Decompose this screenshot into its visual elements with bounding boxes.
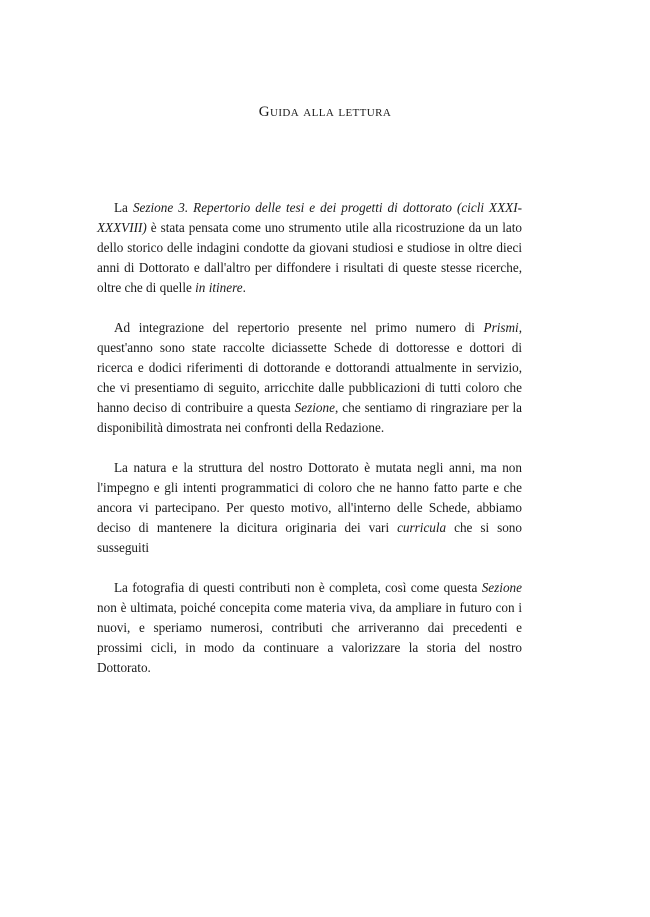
text-run: , che sentiamo di ringraziare per la disponibilità dimostrata nei confronti della Redazione.: [97, 400, 522, 435]
paragraph: [97, 578, 522, 678]
text-run: , quest'anno sono state raccolte diciassette Schede di dottoresse e dottori di ricerca e dodici riferimenti di dottorande e dottorandi attualmente in servizio, che vi presentiamo di seguito, arricchite dalle pubblicazioni di tutti coloro che hanno deciso di contribuire a questa: [97, 320, 522, 415]
paragraph: [97, 318, 522, 438]
text-run: La: [114, 200, 133, 215]
text-run: è stata pensata come uno strumento utile alla ricostruzione da un lato dello storico delle indagini condotte da giovani studiosi e studiose in oltre dieci anni di Dottorato e dall'altro per diffondere i risultati di queste stesse ricerche, oltre che di quelle: [97, 220, 522, 295]
text-run: .: [242, 280, 246, 295]
paragraph: [97, 198, 522, 298]
italic-text-run: in itinere: [195, 280, 243, 295]
page-title: Guida alla lettura: [258, 104, 392, 120]
italic-text-run: Sezione 3. Repertorio delle tesi e dei progetti di dottorato (cicli XXXI-XXXVIII): [97, 200, 522, 235]
text-run: La fotografia di questi contributi non è completa, così come questa: [114, 580, 482, 595]
italic-text-run: Prismi: [483, 320, 519, 335]
paragraph: [97, 458, 522, 558]
italic-text-run: curricula: [397, 520, 447, 535]
italic-text-run: Sezione: [294, 400, 335, 415]
text-run: che si sono susseguiti: [97, 520, 522, 555]
text-run: non è ultimata, poiché concepita come materia viva, da ampliare in futuro con i nuovi, e speriamo numerosi, contributi che arriveranno dai precedenti e prossimi cicli, in modo da continuare a valorizzare la storia del nostro Dottorato.: [97, 600, 522, 675]
text-run: Ad integrazione del repertorio presente nel primo numero di: [114, 320, 484, 335]
body-text: [97, 198, 522, 698]
text-run: La natura e la struttura del nostro Dottorato è mutata negli anni, ma non l'impegno e gli intenti programmatici di coloro che ne hanno fatto parte e che ancora vi partecipano. Per questo motivo, all'interno delle Schede, abbiamo deciso di mantenere la dicitura originaria dei vari: [97, 460, 522, 535]
italic-text-run: Sezione: [481, 580, 522, 595]
